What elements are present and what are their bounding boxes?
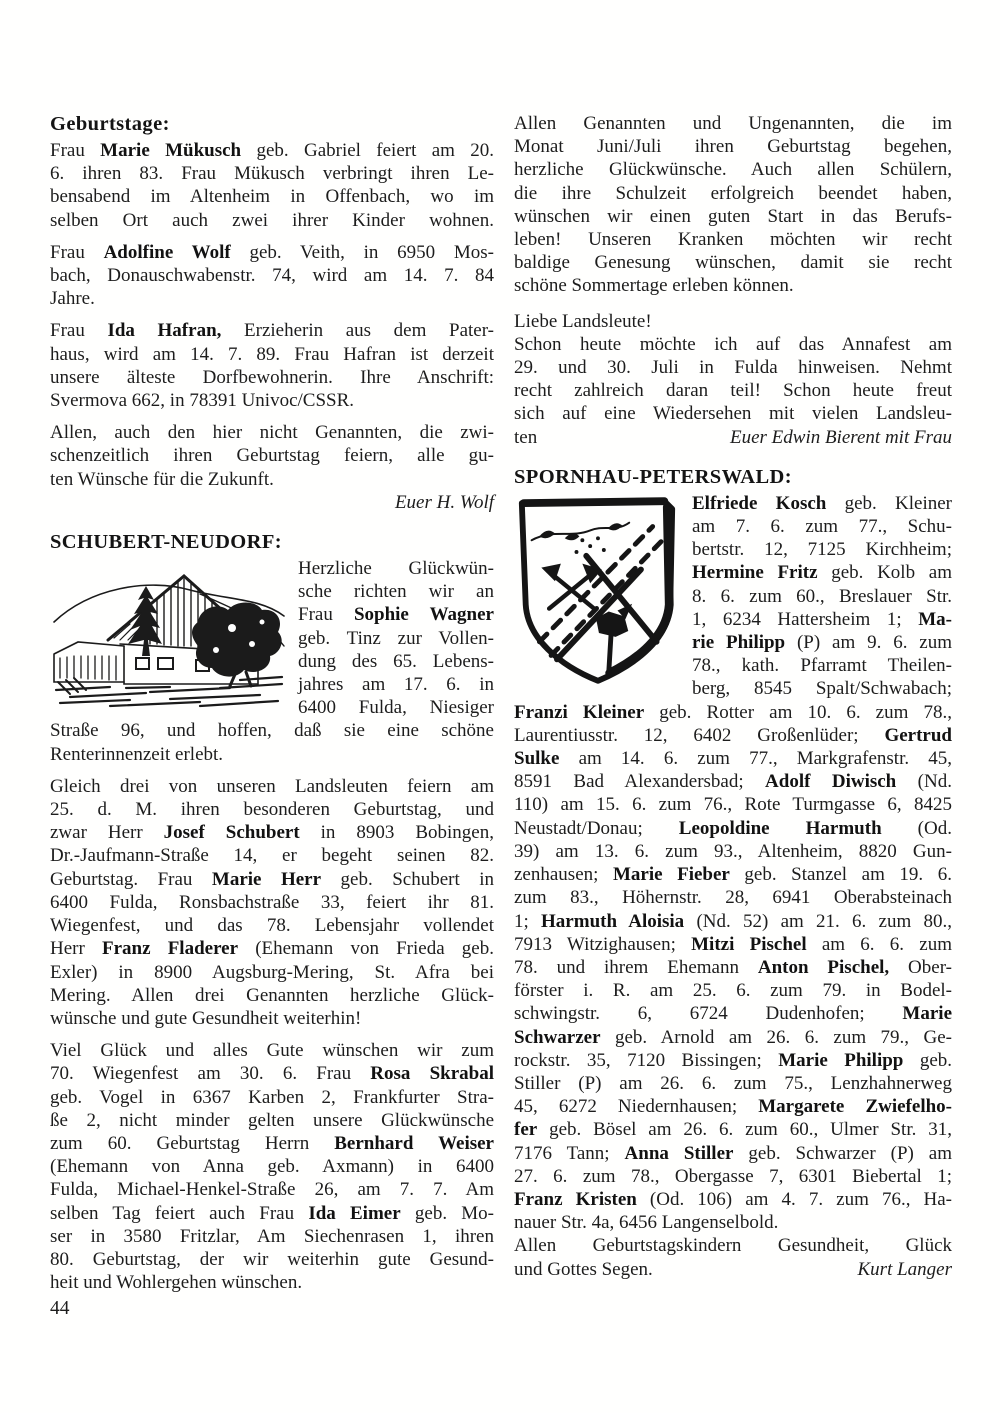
body-text: förster i. R. am 25. 6. zum 79. in Bodel- <box>514 980 952 1002</box>
text-line <box>50 1062 494 1085</box>
body-text: am 6. 6. zum <box>806 933 952 955</box>
paragraph <box>50 319 494 412</box>
text-line <box>50 1086 494 1109</box>
text-line <box>514 933 952 956</box>
body-text: Allen Genannten und Ungenannten, die im <box>514 113 952 134</box>
bold-name-text: Franz Kristen <box>514 1188 637 1210</box>
paragraph <box>514 112 952 298</box>
bold-name-text: Margarete Zwiefelho- <box>758 1096 952 1118</box>
body-text: 78., kath. Pfarramt Theilen- <box>692 655 952 677</box>
text-line <box>50 1248 494 1271</box>
paragraph <box>50 557 494 766</box>
body-text: geb. Gabriel feiert am 20. <box>241 140 495 161</box>
body-text: Mering. Allen drei Genannten herzliche Glück- <box>50 984 494 1006</box>
line-right-part <box>730 426 952 449</box>
body-text: geb. Bösel am 26. 6. zum 60., Ulmer Str. 31, <box>537 1119 952 1141</box>
body-text: Svermova 662, in 78391 Univoc/CSSR. <box>50 390 355 412</box>
body-text: schenzeitlich ihren Geburtstag feiern, alle gu- <box>50 445 494 467</box>
body-text: Jahre. <box>50 288 95 310</box>
bold-name-text: Elfriede Kosch <box>692 492 827 514</box>
body-text: wünschen wir einen guten Start in das Berufs- <box>514 205 952 227</box>
text-line <box>50 1132 494 1155</box>
text-line <box>514 1211 952 1234</box>
bold-name-text: Adolfine Wolf <box>103 241 231 263</box>
bold-name-text: Ida Eimer <box>308 1202 401 1224</box>
body-text: zum 83., Höhernstr. 28, 6941 Oberabsteinach <box>514 887 952 909</box>
text-line <box>514 333 952 356</box>
bold-name-text: Leopoldine Harmuth <box>678 817 882 839</box>
text-line <box>514 840 952 863</box>
body-text: dung des 65. Lebens- <box>298 650 494 672</box>
text-line <box>514 274 952 297</box>
text-line <box>514 793 952 816</box>
text-line <box>514 1026 952 1049</box>
line-right-part <box>858 1258 953 1281</box>
body-text: (Ehemann von Anna geb. Axmann) in 6400 <box>50 1156 494 1178</box>
text-line <box>514 228 952 251</box>
text-line <box>514 1258 952 1281</box>
text-line <box>514 135 952 158</box>
text-line <box>50 868 494 891</box>
body-text: 39) am 13. 6. zum 93., Altenheim, 8820 Gun- <box>514 840 952 862</box>
text-line <box>50 264 494 287</box>
bold-name-text: Josef Schubert <box>163 822 300 844</box>
body-text: 8. 6. zum 60., Breslauer Str. <box>692 585 952 607</box>
text-line <box>514 1002 952 1025</box>
text-line <box>50 389 494 412</box>
body-text: 25. d. M. ihren besonderen Geburtstag, und <box>50 799 494 821</box>
body-text: Gleich drei von unseren Landsleuten feiern am <box>50 775 494 797</box>
paragraph <box>514 492 952 1281</box>
body-text: Frau <box>50 320 108 342</box>
text-line <box>514 1234 952 1257</box>
body-text: jahres am 17. 6. in <box>298 674 494 696</box>
signature-text: Euer Edwin Bierent mit Frau <box>730 426 952 448</box>
text-line <box>514 182 952 205</box>
body-text: heit und Wohlergehen wünschen. <box>50 1272 303 1294</box>
text-line <box>50 798 494 821</box>
text-line <box>50 185 494 208</box>
body-text: (P) am 9. 6. zum <box>785 632 952 654</box>
body-text: sich auf eine Wiedersehen mit vielen Landsleu- <box>514 403 952 425</box>
body-text: 110) am 15. 6. zum 76., Rote Turmgasse 6, 8425 <box>514 794 952 816</box>
body-text: Herr <box>50 938 102 960</box>
paragraph <box>50 775 494 1030</box>
body-text: geb. Schubert in <box>321 868 494 890</box>
bold-name-text: Marie <box>902 1003 952 1025</box>
text-line <box>514 863 952 886</box>
body-text: geb. Stanzel am 19. 6. <box>729 864 952 886</box>
text-line <box>514 724 952 747</box>
text-line <box>514 747 952 770</box>
bold-name-text: Rosa Skrabal <box>370 1063 494 1085</box>
body-text: Schon heute möchte ich auf das Annafest am <box>514 333 952 355</box>
text-line <box>50 719 494 742</box>
text-line <box>514 910 952 933</box>
bold-name-text: Marie Fieber <box>612 864 730 886</box>
body-text: berg, 8545 Spalt/Schwabach; <box>692 678 952 700</box>
text-line <box>514 701 952 724</box>
body-text: Allen Geburtstagskindern Gesundheit, Glück <box>514 1235 952 1257</box>
text-line <box>50 937 494 960</box>
bold-name-text: Anna Stiller <box>624 1142 734 1164</box>
body-text: Fulda, Michael-Henkel-Straße 26, am 7. 7. Am <box>50 1179 494 1201</box>
bold-name-text: Schwarzer <box>514 1026 601 1048</box>
text-line <box>50 1271 494 1294</box>
body-text: Straße 96, und hoffen, daß sie eine schöne <box>50 720 494 742</box>
body-text: 45, 6272 Niedernhausen; <box>514 1096 759 1118</box>
text-line <box>50 844 494 867</box>
bold-name-text: Hermine Fritz <box>692 562 818 584</box>
text-line <box>50 319 494 342</box>
section-heading: Geburtstage: <box>50 113 170 135</box>
bold-name-text: Marie Herr <box>211 868 322 890</box>
text-line <box>514 251 952 274</box>
text-line <box>514 205 952 228</box>
bold-name-text: fer <box>514 1119 538 1141</box>
shield-figure <box>514 495 680 687</box>
body-text: Frau <box>50 140 101 161</box>
text-line <box>514 1165 952 1188</box>
text-line <box>514 402 952 425</box>
body-text: Stiller (P) am 26. 6. zum 75., Lenzhahnerweg <box>514 1072 952 1094</box>
section-heading: SPORNHAU-PETERSWALD: <box>514 465 792 488</box>
body-text: 78. und ihrem Ehemann <box>514 956 758 978</box>
text-line <box>50 343 494 366</box>
body-text: am 14. 6. zum 77., Markgrafenstr. 45, <box>559 748 952 770</box>
body-text: 6400 Fulda, Ronsbachstraße 33, feiert ihr 81. <box>50 891 494 913</box>
body-text: 7176 Tann; <box>514 1142 625 1164</box>
text-line <box>50 468 494 491</box>
body-text: sche richten wir an <box>298 581 494 603</box>
bold-name-text: Marie Mükusch <box>100 140 242 161</box>
text-line <box>514 770 952 793</box>
body-text: herzliche Glückwünsche. Auch allen Schülern, <box>514 159 952 181</box>
body-text: (Od. <box>881 817 952 839</box>
text-line <box>514 1118 952 1141</box>
body-text: schwingstr. 6, 6724 Dudenhofen; <box>514 1003 903 1025</box>
body-text: 8591 Bad Alexandersbad; <box>514 771 766 793</box>
page-number: 44 <box>50 1298 70 1319</box>
text-line <box>50 241 494 264</box>
body-text: Erzieherin aus dem Pater- <box>221 320 494 342</box>
body-text: recht zahlreich daran teil! Schon heute freut <box>514 380 952 402</box>
text-line <box>50 209 494 232</box>
text-line <box>50 743 494 766</box>
text-line <box>50 1155 494 1178</box>
body-text: (Ehemann von Frieda geb. <box>238 938 494 960</box>
signature-text: Kurt Langer <box>857 1258 952 1280</box>
body-text: Laurentiusstr. 12, 6402 Großenlüder; <box>514 724 885 746</box>
body-text: Herzliche Glückwün- <box>298 558 494 580</box>
text-line <box>50 775 494 798</box>
text-line <box>514 1049 952 1072</box>
body-text: bertstr. 12, 7125 Kirchheim; <box>692 539 952 561</box>
text-line <box>50 961 494 984</box>
paragraph <box>514 310 952 449</box>
text-line <box>50 914 494 937</box>
body-text: geb. Kleiner <box>826 492 952 514</box>
body-text: Viel Glück und alles Gute wünschen wir zum <box>50 1040 494 1062</box>
text-line <box>514 956 952 979</box>
text-line <box>514 1095 952 1118</box>
body-text: geb. Arnold am 26. 6. zum 79., Ge- <box>600 1026 952 1048</box>
text-line <box>514 1188 952 1211</box>
bold-name-text: Sulke <box>514 748 560 770</box>
body-text: 1; <box>514 910 542 932</box>
text-line <box>514 310 952 333</box>
body-text: geb. Vogel in 6367 Karben 2, Frankfurter Stra- <box>50 1086 494 1108</box>
body-text: Ober- <box>889 956 952 978</box>
village-house-illustration <box>50 560 288 708</box>
body-text: Allen, auch den hier nicht Genannten, die zwi- <box>50 422 494 444</box>
text-line <box>514 979 952 1002</box>
section-heading: SCHUBERT-NEUDORF: <box>50 531 282 554</box>
body-text: 7913 Witzighausen; <box>514 933 692 955</box>
paragraph <box>50 241 494 311</box>
body-text: Geburtstag. Frau <box>50 868 212 890</box>
bold-name-text: Marie Philipp <box>778 1049 904 1071</box>
body-text: Neustadt/Donau; <box>514 817 679 839</box>
text-line <box>514 1072 952 1095</box>
body-text: ße 2, nicht minder gelten unsere Glückwünsche <box>50 1109 494 1131</box>
body-text: 80. Geburtstag, der wir weiterhin gute Gesund- <box>50 1248 494 1270</box>
text-line <box>50 1178 494 1201</box>
text-line <box>514 817 952 840</box>
text-line <box>50 366 494 389</box>
text-line <box>50 1109 494 1132</box>
text-line <box>50 1007 494 1030</box>
text-line <box>50 139 494 162</box>
text-line <box>514 886 952 909</box>
left-column <box>50 112 494 1294</box>
body-text: selben Tag feiert auch Frau <box>50 1202 309 1224</box>
body-text: zenhausen; <box>514 864 613 886</box>
text-line <box>514 112 952 135</box>
text-line <box>50 821 494 844</box>
body-text: Dr.-Jaufmann-Straße 14, er begeht seinen 82. <box>50 845 494 867</box>
bold-name-text: Franzi Kleiner <box>514 701 645 723</box>
body-text: Monat Juni/Juli ihren Geburtstag begehen, <box>514 136 952 158</box>
body-text: ser in 3580 Fritzlar, Am Siechenrasen 1, ihren <box>50 1225 494 1247</box>
body-text: Liebe Landsleute! <box>514 310 652 332</box>
body-text: selben Ort auch zwei ihrer Kinder wohnen. <box>50 209 494 231</box>
bold-name-text: Adolf Diwisch <box>765 771 897 793</box>
text-line <box>514 158 952 181</box>
text-line <box>50 984 494 1007</box>
bold-name-text: Ida Hafran, <box>107 320 222 342</box>
right-column <box>514 112 952 1281</box>
text-line <box>514 356 952 379</box>
text-line <box>514 426 952 449</box>
body-text: baldige Genesung wünschen, damit sie recht <box>514 252 952 274</box>
body-text: haus, wird am 14. 7. 89. Frau Hafran ist derzeit <box>50 343 494 365</box>
signature-text: Euer H. Wolf <box>394 491 494 513</box>
text-line <box>50 444 494 467</box>
text-line <box>50 287 494 310</box>
house-figure <box>50 560 288 708</box>
body-text: (Od. 106) am 4. 7. zum 76., Ha- <box>636 1188 952 1210</box>
text-line <box>50 1039 494 1062</box>
bold-name-text: Franz Fladerer <box>101 938 239 960</box>
body-text: zum 60. Geburtstag Herrn <box>50 1132 335 1154</box>
text-line <box>50 421 494 444</box>
body-text: Renterinnenzeit erlebt. <box>50 743 224 765</box>
body-text: geb. Veith, in 6950 Mos- <box>230 241 495 263</box>
body-text: leben! Unseren Kranken möchten wir recht <box>514 229 952 251</box>
body-text: ten Wünsche für die Zukunft. <box>50 468 274 490</box>
body-text: schöne Sommertage erleben können. <box>514 275 794 297</box>
body-text: (Nd. <box>896 771 952 793</box>
text-line <box>50 891 494 914</box>
body-text: bensabend im Altenheim in Offenbach, wo im <box>50 186 494 208</box>
bold-name-text: Mitzi Pischel <box>691 933 807 955</box>
body-text: geb. Tinz zur Vollen- <box>298 627 494 649</box>
bold-name-text: Ma- <box>918 608 952 630</box>
body-text: unsere älteste Dorfbewohnerin. Ihre Anschrift: <box>50 366 494 388</box>
body-text: bach, Donauschwabenstr. 74, wird am 14. 7. 84 <box>50 265 494 287</box>
text-line <box>514 1142 952 1165</box>
body-text: ten <box>514 426 538 448</box>
text-line <box>514 379 952 402</box>
body-text: geb. Schwarzer (P) am <box>733 1142 953 1164</box>
text-line <box>50 491 494 514</box>
body-text: 29. und 30. Juli in Fulda hinweisen. Nehmt <box>514 357 952 379</box>
body-text: rockstr. 35, 7120 Bissingen; <box>514 1049 779 1071</box>
body-text: 27. 6. zum 78., Obergasse 7, 6301 Biebertal 1; <box>514 1165 952 1187</box>
body-text: zwar Herr <box>50 822 164 844</box>
paragraph <box>50 139 494 232</box>
body-text: und Gottes Segen. <box>514 1258 653 1280</box>
bold-name-text: Sophie Wagner <box>353 604 494 626</box>
bold-name-text: Gertrud <box>884 724 952 746</box>
text-line <box>50 1202 494 1225</box>
body-text: geb. <box>903 1049 952 1071</box>
coat-of-arms-illustration <box>514 495 680 687</box>
body-text: wünsche und gute Gesundheit weiterhin! <box>50 1007 362 1029</box>
paragraph <box>50 421 494 514</box>
text-line <box>50 1225 494 1248</box>
body-text: am 7. 6. zum 77., Schu- <box>692 516 952 538</box>
bold-name-text: Anton Pischel, <box>757 956 890 978</box>
body-text: (Nd. 52) am 21. 6. zum 80., <box>684 910 952 932</box>
body-text: geb. Rotter am 10. 6. zum 78., <box>644 701 952 723</box>
body-text: nauer Str. 4a, 6456 Langenselbold. <box>514 1212 779 1234</box>
text-line <box>50 162 494 185</box>
body-text: Frau <box>50 241 104 263</box>
bold-name-text: Harmuth Aloisia <box>541 910 685 932</box>
body-text: Wiegenfest, und das 78. Lebensjahr vollendet <box>50 915 494 937</box>
body-text: Exler) in 8900 Augsburg-Mering, St. Afra bei <box>50 961 494 983</box>
body-text: 1, 6234 Hattersheim 1; <box>692 608 919 630</box>
paragraph <box>50 1039 494 1294</box>
body-text: in 8903 Bobingen, <box>299 822 494 844</box>
body-text: Frau <box>298 604 354 626</box>
body-text: geb. Mo- <box>400 1202 495 1224</box>
body-text: 70. Wiegenfest am 30. 6. Frau <box>50 1063 371 1085</box>
body-text: 6. ihren 83. Frau Mükusch verbringt ihren Le- <box>50 163 494 185</box>
body-text: geb. Kolb am <box>817 562 952 584</box>
body-text: die ihre Schulzeit erfolgreich beendet haben, <box>514 182 952 204</box>
bold-name-text: rie Philipp <box>692 632 786 654</box>
bold-name-text: Bernhard Weiser <box>334 1132 494 1154</box>
body-text: 6400 Fulda, Niesiger <box>298 697 494 719</box>
